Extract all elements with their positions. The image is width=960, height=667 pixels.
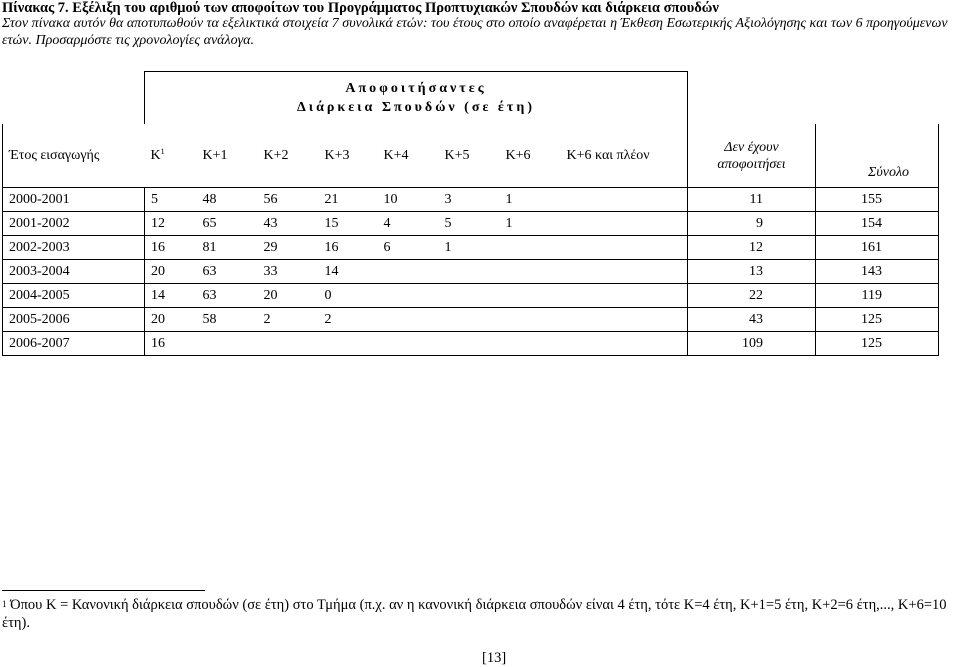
cell-value: 29 bbox=[258, 236, 319, 260]
table-row bbox=[3, 284, 939, 308]
cell-value: 6 bbox=[378, 236, 439, 260]
table-subtitle: Στον πίνακα αυτόν θα αποτυπωθούν τα εξελικτικά στοιχεία 7 συνολικά ετών: του έτους στο οποίο αναφέρεται η Έκθεση Εσωτερικής Αξιολόγησης και των 6 προηγούμενων ετών. Προσαρμόστε τις χρονολογίες ανάλογα. bbox=[2, 16, 948, 48]
cell-not-graduated: 43 bbox=[688, 308, 816, 332]
cell-value: 16 bbox=[145, 236, 197, 260]
col-header-k4: K+4 bbox=[378, 124, 439, 188]
cell-total: 125 bbox=[816, 308, 939, 332]
cell-value bbox=[500, 332, 561, 356]
footnote bbox=[2, 596, 957, 632]
cell-value bbox=[439, 260, 500, 284]
cell-value: 56 bbox=[258, 188, 319, 212]
cell-value bbox=[378, 260, 439, 284]
cell-value: 1 bbox=[500, 212, 561, 236]
cell-total: 119 bbox=[816, 284, 939, 308]
cell-value bbox=[439, 332, 500, 356]
cell-not-graduated: 13 bbox=[688, 260, 816, 284]
cell-value bbox=[561, 188, 688, 212]
cell-value bbox=[561, 236, 688, 260]
cell-value bbox=[319, 332, 378, 356]
cell-value: 48 bbox=[197, 188, 258, 212]
cell-not-graduated: 109 bbox=[688, 332, 816, 356]
cell-total: 125 bbox=[816, 332, 939, 356]
col-header-k bbox=[145, 124, 197, 188]
col-header-not-line1: Δεν έχουν bbox=[724, 139, 779, 155]
cell-value: 2 bbox=[319, 308, 378, 332]
col-header-k2: K+2 bbox=[258, 124, 319, 188]
table-row bbox=[3, 212, 939, 236]
table-title: Πίνακας 7. Εξέλιξη του αριθμού των αποφοίτων του Προγράμματος Προπτυχιακών Σπουδών και διάρκεια σπουδών bbox=[2, 0, 719, 16]
page-number: [13] bbox=[482, 650, 507, 666]
cell-value: 58 bbox=[197, 308, 258, 332]
footnote-marker: 1 bbox=[2, 599, 7, 609]
table-row bbox=[3, 260, 939, 284]
col-header-not-line2: αποφοιτήσει bbox=[717, 156, 786, 172]
cell-value bbox=[500, 236, 561, 260]
cell-value: 12 bbox=[145, 212, 197, 236]
col-header-k-sup: 1 bbox=[160, 146, 165, 156]
cell-not-graduated: 9 bbox=[688, 212, 816, 236]
group-header-line2: Διάρκεια Σπουδών (σε έτη) bbox=[297, 100, 535, 115]
cell-year: 2006-2007 bbox=[3, 332, 145, 356]
cell-not-graduated: 22 bbox=[688, 284, 816, 308]
cell-value: 3 bbox=[439, 188, 500, 212]
cell-value bbox=[378, 308, 439, 332]
cell-value bbox=[500, 308, 561, 332]
cell-value: 21 bbox=[319, 188, 378, 212]
group-header bbox=[145, 72, 688, 125]
cell-year: 2001-2002 bbox=[3, 212, 145, 236]
cell-value bbox=[500, 284, 561, 308]
cell-total: 155 bbox=[816, 188, 939, 212]
cell-value: 43 bbox=[258, 212, 319, 236]
cell-value: 20 bbox=[145, 308, 197, 332]
cell-value: 0 bbox=[319, 284, 378, 308]
cell-value bbox=[197, 332, 258, 356]
cell-value: 1 bbox=[500, 188, 561, 212]
cell-not-graduated: 12 bbox=[688, 236, 816, 260]
cell-value: 33 bbox=[258, 260, 319, 284]
table-row bbox=[3, 236, 939, 260]
cell-value bbox=[561, 308, 688, 332]
col-header-k-label: K bbox=[150, 147, 161, 163]
group-header-line1: Αποφοιτήσαντες bbox=[345, 81, 487, 96]
graduates-table bbox=[2, 71, 939, 356]
cell-value: 15 bbox=[319, 212, 378, 236]
cell-value: 20 bbox=[258, 284, 319, 308]
cell-value: 1 bbox=[439, 236, 500, 260]
cell-value bbox=[561, 212, 688, 236]
cell-value bbox=[439, 284, 500, 308]
header-gap bbox=[3, 72, 145, 125]
cell-value bbox=[561, 260, 688, 284]
table-row bbox=[3, 308, 939, 332]
col-header-k5: K+5 bbox=[439, 124, 500, 188]
cell-value: 63 bbox=[197, 260, 258, 284]
col-header-k6-plus: K+6 και πλέον bbox=[561, 124, 688, 188]
table-body bbox=[3, 188, 939, 356]
col-header-k6: K+6 bbox=[500, 124, 561, 188]
cell-value: 5 bbox=[439, 212, 500, 236]
cell-value bbox=[258, 332, 319, 356]
cell-year: 2004-2005 bbox=[3, 284, 145, 308]
cell-value bbox=[561, 284, 688, 308]
cell-value: 14 bbox=[319, 260, 378, 284]
cell-year: 2002-2003 bbox=[3, 236, 145, 260]
cell-value: 16 bbox=[145, 332, 197, 356]
col-header-not-graduated bbox=[688, 124, 816, 188]
table-row bbox=[3, 332, 939, 356]
cell-value: 14 bbox=[145, 284, 197, 308]
cell-value: 4 bbox=[378, 212, 439, 236]
cell-value bbox=[439, 308, 500, 332]
cell-value bbox=[378, 284, 439, 308]
cell-total: 143 bbox=[816, 260, 939, 284]
cell-value: 5 bbox=[145, 188, 197, 212]
cell-total: 161 bbox=[816, 236, 939, 260]
cell-value bbox=[561, 332, 688, 356]
cell-value: 10 bbox=[378, 188, 439, 212]
footnote-divider bbox=[2, 590, 205, 591]
col-header-total: Σύνολο bbox=[816, 124, 939, 188]
cell-value bbox=[378, 332, 439, 356]
cell-total: 154 bbox=[816, 212, 939, 236]
table-row bbox=[3, 188, 939, 212]
cell-year: 2003-2004 bbox=[3, 260, 145, 284]
col-header-k1: K+1 bbox=[197, 124, 258, 188]
cell-year: 2005-2006 bbox=[3, 308, 145, 332]
cell-value: 20 bbox=[145, 260, 197, 284]
cell-value: 81 bbox=[197, 236, 258, 260]
col-header-year: Έτος εισαγωγής bbox=[3, 124, 145, 188]
cell-value: 2 bbox=[258, 308, 319, 332]
cell-not-graduated: 11 bbox=[688, 188, 816, 212]
header-gap-right bbox=[688, 72, 939, 125]
cell-year: 2000-2001 bbox=[3, 188, 145, 212]
cell-value bbox=[500, 260, 561, 284]
cell-value: 16 bbox=[319, 236, 378, 260]
footnote-text: Όπου K = Κανονική διάρκεια σπουδών (σε έτη) στο Τμήμα (π.χ. αν η κανονική διάρκεια σπουδών είναι 4 έτη, τότε K=4 έτη, K+1=5 έτη, K+2=6 έτη,..., K+6=10 έτη). bbox=[2, 597, 947, 631]
col-header-k3: K+3 bbox=[319, 124, 378, 188]
cell-value: 63 bbox=[197, 284, 258, 308]
cell-value: 65 bbox=[197, 212, 258, 236]
